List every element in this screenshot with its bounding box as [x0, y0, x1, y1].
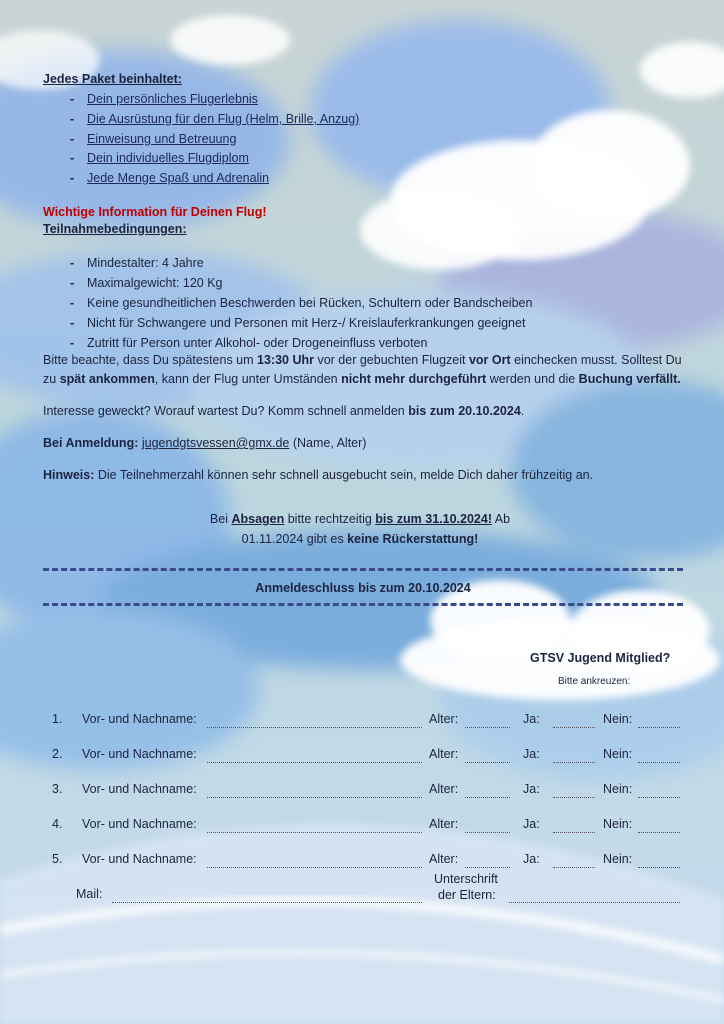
age-field[interactable] — [465, 832, 510, 833]
bullet-dash: - — [70, 256, 75, 270]
bullet-dash: - — [70, 92, 75, 106]
row-number: 1. — [52, 712, 63, 726]
membership-title: GTSV Jugend Mitglied? — [530, 651, 671, 665]
conditions-heading: Teilnahmebedingungen: — [43, 222, 187, 236]
name-label: Vor- und Nachname: — [82, 782, 197, 796]
no-label: Nein: — [603, 782, 633, 796]
bullet-dash: - — [70, 336, 75, 350]
yes-label: Ja: — [523, 747, 540, 761]
age-field[interactable] — [465, 797, 510, 798]
yes-label: Ja: — [523, 782, 540, 796]
mail-label: Mail: — [76, 887, 103, 901]
signature-field[interactable] — [509, 902, 680, 903]
deadline-banner: Anmeldeschluss bis zum 20.10.2024 — [255, 581, 471, 595]
condition-item: Zutritt für Person unter Alkohol- oder Drogeneinfluss verboten — [87, 336, 428, 350]
no-label: Nein: — [603, 747, 633, 761]
row-number: 5. — [52, 852, 63, 866]
yes-checkbox-field[interactable] — [553, 762, 595, 763]
package-item: Dein persönliches Flugerlebnis — [87, 92, 258, 106]
email-link[interactable]: jugendgtsvessen@gmx.de — [141, 436, 290, 450]
yes-label: Ja: — [523, 712, 540, 726]
bullet-dash: - — [70, 276, 75, 290]
dashed-divider — [43, 603, 683, 606]
signature-label: Unterschrift der Eltern: — [434, 872, 498, 902]
no-label: Nein: — [603, 712, 633, 726]
no-label: Nein: — [603, 852, 633, 866]
membership-subtitle: Bitte ankreuzen: — [558, 676, 631, 687]
no-checkbox-field[interactable] — [638, 727, 680, 728]
no-label: Nein: — [603, 817, 633, 831]
bullet-dash: - — [70, 316, 75, 330]
condition-item: Nicht für Schwangere und Personen mit Herz-/ Kreislauferkrankungen geeignet — [87, 316, 526, 330]
name-field[interactable] — [207, 727, 422, 728]
name-label: Vor- und Nachname: — [82, 817, 197, 831]
bullet-dash: - — [70, 112, 75, 126]
name-label: Vor- und Nachname: — [82, 747, 197, 761]
age-field[interactable] — [465, 727, 510, 728]
age-label: Alter: — [429, 747, 459, 761]
age-field[interactable] — [465, 762, 510, 763]
name-label: Vor- und Nachname: — [82, 712, 197, 726]
no-checkbox-field[interactable] — [638, 762, 680, 763]
name-field[interactable] — [207, 832, 422, 833]
row-number: 3. — [52, 782, 63, 796]
no-checkbox-field[interactable] — [638, 832, 680, 833]
yes-checkbox-field[interactable] — [553, 797, 595, 798]
age-label: Alter: — [429, 782, 459, 796]
bullet-dash: - — [70, 171, 75, 185]
age-label: Alter: — [429, 817, 459, 831]
package-item: Die Ausrüstung für den Flug (Helm, Brille, Anzug) — [87, 112, 360, 126]
condition-item: Maximalgewicht: 120 Kg — [87, 276, 223, 290]
dashed-divider — [43, 568, 683, 571]
no-checkbox-field[interactable] — [638, 797, 680, 798]
package-item: Dein individuelles Flugdiplom — [87, 151, 249, 165]
mail-field[interactable] — [112, 902, 422, 903]
hint-paragraph: Hinweis: Die Teilnehmerzahl können sehr schnell ausgebucht sein, melde Dich daher frühzeitig an. — [43, 468, 594, 482]
registration-paragraph: Bei Anmeldung: jugendgtsvessen@gmx.de (Name, Alter) — [43, 436, 367, 450]
interest-paragraph: Interesse geweckt? Worauf wartest Du? Komm schnell anmelden bis zum 20.10.2024. — [43, 404, 525, 418]
cancellation-notice: Bei Absagen bitte rechtzeitig bis zum 31.10.2024! Ab 01.11.2024 gibt es keine Rückerstattung! — [209, 512, 511, 546]
bullet-dash: - — [70, 296, 75, 310]
checkin-paragraph: Bitte beachte, dass Du spätestens um 13:30 Uhr vor der gebuchten Flugzeit vor Ort einchecken musst. Solltest Du zu spät ankommen, kann der Flug unter Umständen nicht mehr durchgeführt werden und die Buchung verfällt. — [43, 353, 682, 386]
age-field[interactable] — [465, 867, 510, 868]
condition-item: Keine gesundheitlichen Beschwerden bei Rücken, Schultern oder Bandscheiben — [87, 296, 533, 310]
age-label: Alter: — [429, 852, 459, 866]
no-checkbox-field[interactable] — [638, 867, 680, 868]
yes-checkbox-field[interactable] — [553, 727, 595, 728]
yes-label: Ja: — [523, 817, 540, 831]
name-field[interactable] — [207, 797, 422, 798]
package-item: Einweisung und Betreuung — [87, 132, 237, 146]
row-number: 4. — [52, 817, 63, 831]
package-item: Jede Menge Spaß und Adrenalin — [87, 171, 270, 185]
condition-item: Mindestalter: 4 Jahre — [87, 256, 204, 270]
yes-checkbox-field[interactable] — [553, 867, 595, 868]
name-label: Vor- und Nachname: — [82, 852, 197, 866]
yes-label: Ja: — [523, 852, 540, 866]
name-field[interactable] — [207, 867, 422, 868]
bullet-dash: - — [70, 132, 75, 146]
important-info-heading: Wichtige Information für Deinen Flug! — [43, 205, 267, 219]
name-field[interactable] — [207, 762, 422, 763]
package-heading: Jedes Paket beinhaltet: — [43, 72, 182, 86]
row-number: 2. — [52, 747, 63, 761]
yes-checkbox-field[interactable] — [553, 832, 595, 833]
age-label: Alter: — [429, 712, 459, 726]
bullet-dash: - — [70, 151, 75, 165]
